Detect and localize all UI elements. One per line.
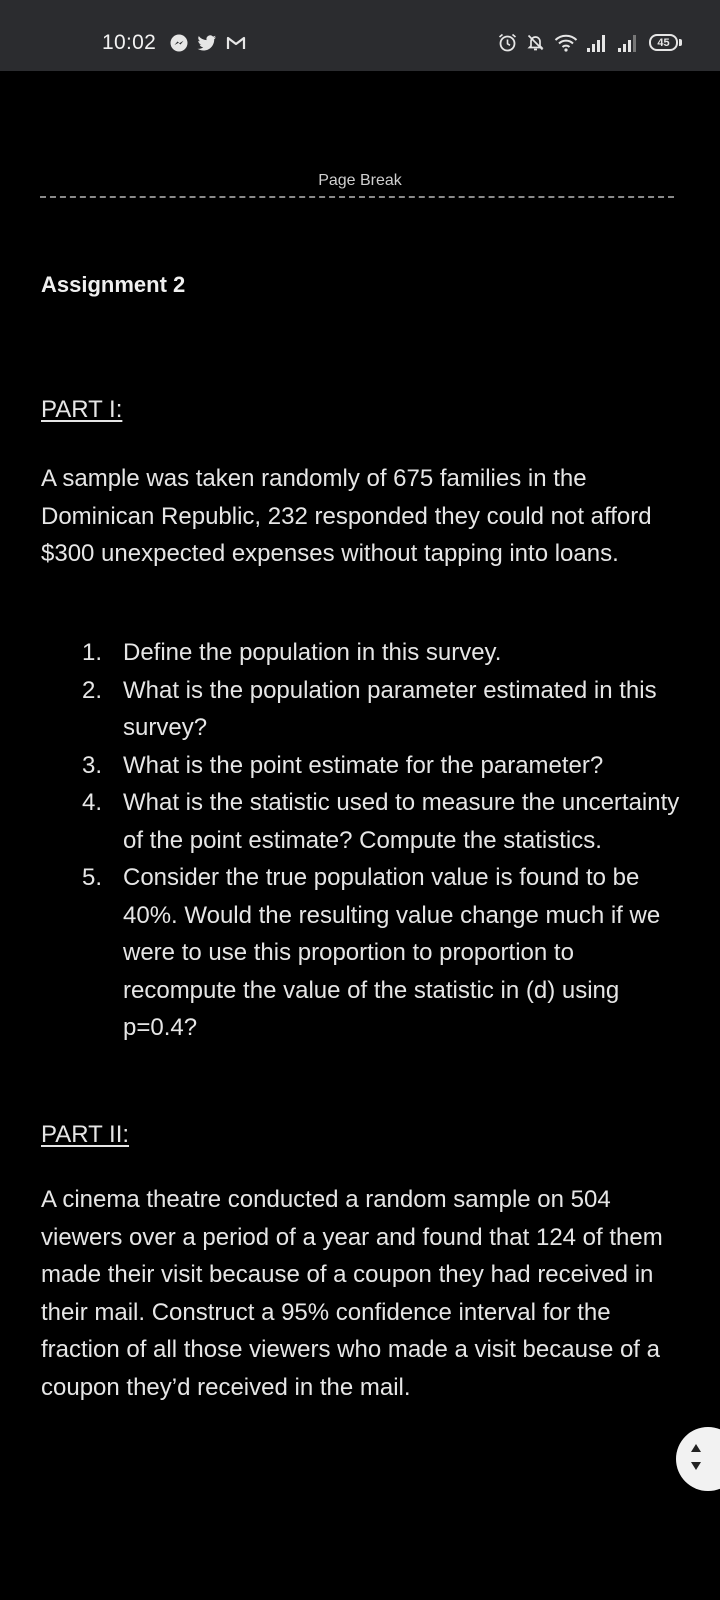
list-item-number: 4. xyxy=(82,789,103,816)
alarm-icon xyxy=(498,33,517,52)
status-bar xyxy=(0,0,720,71)
question-list xyxy=(82,634,682,1047)
page-break-divider xyxy=(40,196,674,198)
part1-heading: PART I: xyxy=(41,396,123,423)
list-item-text: Define the population in this survey. xyxy=(123,639,502,666)
list-item-text: Consider the true population value is found to be 40%. Would the resulting value change much if we were to use this proportion to proportion to recompute the value of the statistic in (d) using p=0.4? xyxy=(123,864,661,1041)
list-item-number: 5. xyxy=(82,864,103,891)
scroll-handle[interactable] xyxy=(676,1427,720,1491)
battery-level: 45 xyxy=(649,34,678,51)
part2-paragraph: A cinema theatre conducted a random sample on 504 viewers over a period of a year and found that 124 of them made their visit because of a coupon they had received in their mail. Construct a 95% confidence interval for the fraction of all those viewers who made a visit because of a coupon they’d received in the mail. xyxy=(41,1186,663,1401)
part1-paragraph: A sample was taken randomly of 675 families in the Dominican Republic, 232 responded they could not afford $300 unexpected expenses without tapping into loans. xyxy=(41,465,652,567)
page-title: Assignment 2 xyxy=(41,272,186,297)
scroll-arrows-icon xyxy=(690,1442,702,1477)
mute-icon xyxy=(526,33,545,52)
list-item-text: What is the population parameter estimated in this survey? xyxy=(123,676,657,741)
gmail-icon xyxy=(226,35,246,51)
status-time: 10:02 xyxy=(102,31,157,54)
system-icons xyxy=(498,33,682,52)
battery-icon xyxy=(649,34,682,51)
list-item xyxy=(82,784,682,859)
list-item xyxy=(82,859,682,1047)
list-item xyxy=(82,747,682,785)
list-item xyxy=(82,634,682,672)
list-item-text: What is the statistic used to measure the uncertainty of the point estimate? Compute the statistics. xyxy=(123,789,680,854)
signal-icon xyxy=(618,34,640,52)
list-item xyxy=(82,672,682,747)
list-item-text: What is the point estimate for the parameter? xyxy=(123,751,604,779)
signal-icon xyxy=(587,34,609,52)
page-break-label: Page Break xyxy=(318,172,402,189)
twitter-icon xyxy=(197,35,217,52)
notification-icons xyxy=(170,34,246,52)
list-item-number: 1. xyxy=(82,639,103,666)
list-item-number: 2. xyxy=(82,676,103,704)
part2-heading: PART II: xyxy=(41,1121,130,1148)
list-item-number: 3. xyxy=(82,751,103,779)
messenger-icon xyxy=(170,34,188,52)
wifi-icon xyxy=(554,34,578,52)
